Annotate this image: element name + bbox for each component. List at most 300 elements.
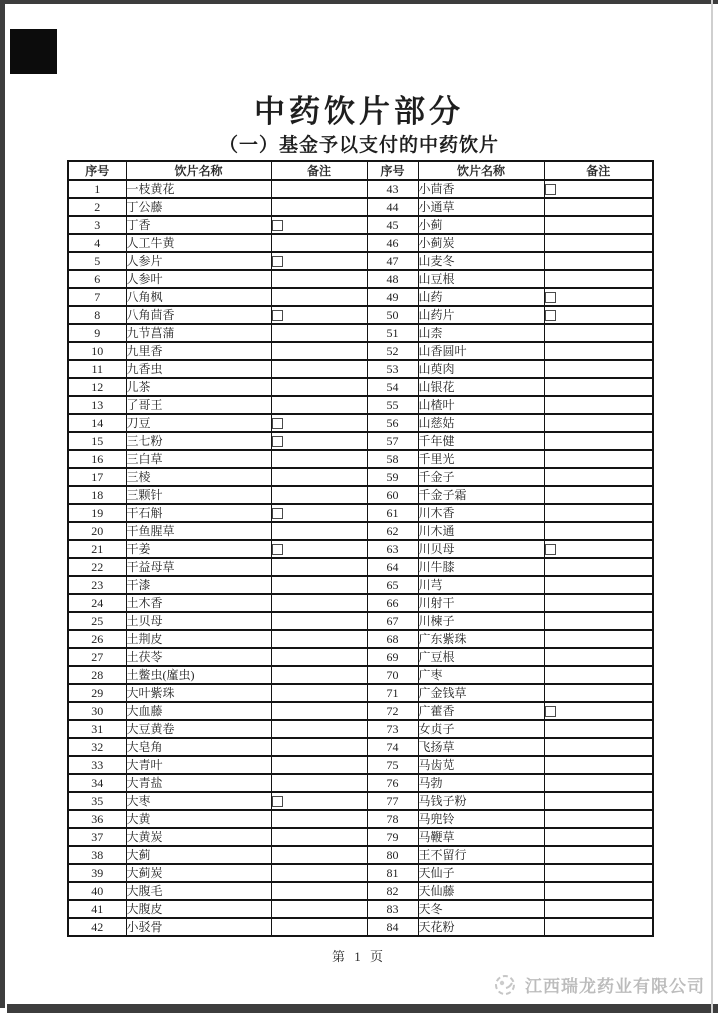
remark-cell — [271, 648, 367, 666]
remark-cell — [544, 594, 653, 612]
herb-name: 飞扬草 — [418, 738, 544, 756]
remark-checkbox-icon — [272, 796, 283, 807]
row-number: 42 — [68, 918, 126, 936]
remark-cell — [271, 576, 367, 594]
herb-name: 千金子 — [418, 468, 544, 486]
row-number: 19 — [68, 504, 126, 522]
herb-name: 了哥王 — [126, 396, 271, 414]
company-logo-icon — [492, 973, 518, 997]
page-number: 第 1 页 — [331, 949, 386, 964]
table-row — [68, 324, 653, 342]
table-row — [68, 486, 653, 504]
remark-checkbox-icon — [545, 544, 556, 555]
remark-cell — [271, 810, 367, 828]
remark-cell — [544, 450, 653, 468]
remark-cell — [271, 738, 367, 756]
herb-name: 大黄 — [126, 810, 271, 828]
remark-checkbox-icon — [545, 292, 556, 303]
herb-name: 山药 — [418, 288, 544, 306]
remark-checkbox-icon — [545, 184, 556, 195]
remark-cell — [544, 468, 653, 486]
table-row — [68, 252, 653, 270]
redaction-block — [10, 29, 57, 74]
table-row — [68, 450, 653, 468]
remark-cell — [271, 774, 367, 792]
table-row — [68, 792, 653, 810]
row-number: 36 — [68, 810, 126, 828]
row-number: 44 — [367, 198, 418, 216]
table-row — [68, 594, 653, 612]
herb-name: 干姜 — [126, 540, 271, 558]
remark-cell — [271, 504, 367, 522]
remark-cell — [271, 288, 367, 306]
remark-cell — [544, 234, 653, 252]
herb-name: 川射干 — [418, 594, 544, 612]
row-number: 6 — [68, 270, 126, 288]
herb-name: 土茯苓 — [126, 648, 271, 666]
page-subtitle: （一）基金予以支付的中药饮片 — [218, 135, 499, 156]
row-number: 35 — [68, 792, 126, 810]
remark-cell — [544, 882, 653, 900]
herb-name: 大青叶 — [126, 756, 271, 774]
row-number: 26 — [68, 630, 126, 648]
remark-checkbox-icon — [272, 220, 283, 231]
remark-cell — [271, 684, 367, 702]
remark-cell — [271, 198, 367, 216]
remark-cell — [544, 360, 653, 378]
row-number: 54 — [367, 378, 418, 396]
herb-name: 大蓟炭 — [126, 864, 271, 882]
row-number: 3 — [68, 216, 126, 234]
herb-name: 山药片 — [418, 306, 544, 324]
herb-name: 小通草 — [418, 198, 544, 216]
remark-cell — [544, 306, 653, 324]
herb-name: 广藿香 — [418, 702, 544, 720]
remark-checkbox-icon — [272, 544, 283, 555]
row-number: 63 — [367, 540, 418, 558]
row-number: 59 — [367, 468, 418, 486]
row-number: 9 — [68, 324, 126, 342]
herb-name: 天冬 — [418, 900, 544, 918]
row-number: 74 — [367, 738, 418, 756]
herb-name: 小驳骨 — [126, 918, 271, 936]
row-number: 30 — [68, 702, 126, 720]
table-row — [68, 378, 653, 396]
row-number: 34 — [68, 774, 126, 792]
remark-cell — [544, 828, 653, 846]
table-row — [68, 468, 653, 486]
table-row — [68, 576, 653, 594]
herb-name: 丁香 — [126, 216, 271, 234]
row-number: 11 — [68, 360, 126, 378]
row-number: 1 — [68, 180, 126, 198]
remark-checkbox-icon — [272, 418, 283, 429]
table-row — [68, 774, 653, 792]
table-row — [68, 396, 653, 414]
herb-name: 九香虫 — [126, 360, 271, 378]
herb-name: 大黄炭 — [126, 828, 271, 846]
row-number: 48 — [367, 270, 418, 288]
remark-cell — [544, 414, 653, 432]
table-row — [68, 198, 653, 216]
row-number: 33 — [68, 756, 126, 774]
herb-name: 山银花 — [418, 378, 544, 396]
row-number: 69 — [367, 648, 418, 666]
herb-name: 川牛膝 — [418, 558, 544, 576]
herb-name: 大血藤 — [126, 702, 271, 720]
remark-checkbox-icon — [545, 310, 556, 321]
row-number: 49 — [367, 288, 418, 306]
herb-name: 山豆根 — [418, 270, 544, 288]
herb-name: 天仙子 — [418, 864, 544, 882]
row-number: 79 — [367, 828, 418, 846]
row-number: 17 — [68, 468, 126, 486]
herb-name: 大枣 — [126, 792, 271, 810]
remark-checkbox-icon — [272, 310, 283, 321]
herb-name: 马钱子粉 — [418, 792, 544, 810]
remark-cell — [271, 882, 367, 900]
remark-cell — [271, 864, 367, 882]
herb-name: 川芎 — [418, 576, 544, 594]
row-number: 14 — [68, 414, 126, 432]
remark-cell — [544, 504, 653, 522]
row-number: 16 — [68, 450, 126, 468]
table-row — [68, 666, 653, 684]
herb-name: 小蓟炭 — [418, 234, 544, 252]
remark-cell — [271, 342, 367, 360]
herb-name: 广枣 — [418, 666, 544, 684]
remark-cell — [544, 684, 653, 702]
row-number: 13 — [68, 396, 126, 414]
scan-edge-bottom — [7, 1004, 718, 1013]
herb-name: 一枝黄花 — [126, 180, 271, 198]
table-row — [68, 702, 653, 720]
row-number: 5 — [68, 252, 126, 270]
remark-cell — [271, 396, 367, 414]
table-row — [68, 864, 653, 882]
remark-cell — [271, 666, 367, 684]
remark-checkbox-icon — [272, 436, 283, 447]
herb-name: 土鳖虫(廑虫) — [126, 666, 271, 684]
row-number: 18 — [68, 486, 126, 504]
remark-cell — [271, 846, 367, 864]
row-number: 67 — [367, 612, 418, 630]
remark-cell — [544, 522, 653, 540]
remark-cell — [544, 576, 653, 594]
remark-cell — [271, 702, 367, 720]
row-number: 64 — [367, 558, 418, 576]
herb-name: 王不留行 — [418, 846, 544, 864]
remark-cell — [271, 360, 367, 378]
header-remark-right: 备注 — [544, 161, 653, 180]
herb-name: 女贞子 — [418, 720, 544, 738]
company-watermark-text: 江西瑞龙药业有限公司 — [525, 977, 705, 996]
remark-cell — [271, 252, 367, 270]
remark-cell — [271, 486, 367, 504]
table-row — [68, 612, 653, 630]
herb-name: 山楂叶 — [418, 396, 544, 414]
remark-cell — [271, 792, 367, 810]
row-number: 76 — [367, 774, 418, 792]
row-number: 4 — [68, 234, 126, 252]
row-number: 29 — [68, 684, 126, 702]
row-number: 50 — [367, 306, 418, 324]
table-row — [68, 342, 653, 360]
herb-name: 川木香 — [418, 504, 544, 522]
remark-checkbox-icon — [545, 706, 556, 717]
herb-name: 山香圆叶 — [418, 342, 544, 360]
row-number: 41 — [68, 900, 126, 918]
remark-cell — [544, 666, 653, 684]
table-row — [68, 900, 653, 918]
page-title: 中药饮片部分 — [254, 94, 464, 129]
remark-cell — [544, 630, 653, 648]
herb-name: 八角枫 — [126, 288, 271, 306]
remark-cell — [544, 738, 653, 756]
row-number: 47 — [367, 252, 418, 270]
table-row — [68, 540, 653, 558]
herb-name: 广金钱草 — [418, 684, 544, 702]
row-number: 81 — [367, 864, 418, 882]
row-number: 61 — [367, 504, 418, 522]
table-row — [68, 648, 653, 666]
herb-name: 人参叶 — [126, 270, 271, 288]
row-number: 20 — [68, 522, 126, 540]
table-row — [68, 630, 653, 648]
remark-checkbox-icon — [272, 256, 283, 267]
remark-checkbox-icon — [272, 508, 283, 519]
row-number: 82 — [367, 882, 418, 900]
row-number: 56 — [367, 414, 418, 432]
row-number: 23 — [68, 576, 126, 594]
herb-name: 大蓟 — [126, 846, 271, 864]
remark-cell — [271, 306, 367, 324]
table-row — [68, 360, 653, 378]
remark-cell — [544, 180, 653, 198]
remark-cell — [271, 756, 367, 774]
row-number: 22 — [68, 558, 126, 576]
herb-name: 大叶紫珠 — [126, 684, 271, 702]
herb-name: 小茴香 — [418, 180, 544, 198]
row-number: 15 — [68, 432, 126, 450]
remark-cell — [271, 522, 367, 540]
herb-name: 小蓟 — [418, 216, 544, 234]
table-row — [68, 846, 653, 864]
herb-name: 三七粉 — [126, 432, 271, 450]
remark-cell — [544, 702, 653, 720]
herb-name: 千金子霜 — [418, 486, 544, 504]
herb-name: 干鱼腥草 — [126, 522, 271, 540]
remark-cell — [544, 864, 653, 882]
remark-cell — [271, 612, 367, 630]
row-number: 37 — [68, 828, 126, 846]
row-number: 68 — [367, 630, 418, 648]
remark-cell — [271, 558, 367, 576]
herb-name: 马鞭草 — [418, 828, 544, 846]
herb-name: 三白草 — [126, 450, 271, 468]
herb-name: 儿茶 — [126, 378, 271, 396]
herb-name: 人工牛黄 — [126, 234, 271, 252]
header-no-right: 序号 — [367, 161, 418, 180]
herb-name: 大皂角 — [126, 738, 271, 756]
herb-name: 川楝子 — [418, 612, 544, 630]
table-row — [68, 882, 653, 900]
remark-cell — [271, 918, 367, 936]
row-number: 78 — [367, 810, 418, 828]
herb-table — [67, 160, 654, 937]
herb-name: 川木通 — [418, 522, 544, 540]
remark-cell — [544, 540, 653, 558]
herb-name: 大腹毛 — [126, 882, 271, 900]
row-number: 21 — [68, 540, 126, 558]
remark-cell — [544, 324, 653, 342]
remark-cell — [271, 630, 367, 648]
herb-name: 山柰 — [418, 324, 544, 342]
table-row — [68, 306, 653, 324]
row-number: 10 — [68, 342, 126, 360]
herb-name: 九节菖蒲 — [126, 324, 271, 342]
row-number: 27 — [68, 648, 126, 666]
remark-cell — [544, 486, 653, 504]
table-row — [68, 810, 653, 828]
remark-cell — [544, 342, 653, 360]
row-number: 53 — [367, 360, 418, 378]
remark-cell — [544, 720, 653, 738]
row-number: 43 — [367, 180, 418, 198]
row-number: 24 — [68, 594, 126, 612]
remark-cell — [271, 216, 367, 234]
remark-cell — [271, 720, 367, 738]
row-number: 55 — [367, 396, 418, 414]
remark-cell — [544, 900, 653, 918]
table-header-row — [68, 161, 653, 180]
row-number: 40 — [68, 882, 126, 900]
table-row — [68, 180, 653, 198]
herb-name: 丁公藤 — [126, 198, 271, 216]
remark-cell — [271, 378, 367, 396]
row-number: 72 — [367, 702, 418, 720]
table-row — [68, 828, 653, 846]
row-number: 46 — [367, 234, 418, 252]
herb-name: 干益母草 — [126, 558, 271, 576]
remark-cell — [544, 774, 653, 792]
row-number: 57 — [367, 432, 418, 450]
row-number: 66 — [367, 594, 418, 612]
row-number: 73 — [367, 720, 418, 738]
row-number: 7 — [68, 288, 126, 306]
row-number: 28 — [68, 666, 126, 684]
remark-cell — [271, 450, 367, 468]
table-body — [68, 180, 653, 936]
herb-name: 天仙藤 — [418, 882, 544, 900]
remark-cell — [271, 180, 367, 198]
table-row — [68, 504, 653, 522]
row-number: 51 — [367, 324, 418, 342]
remark-cell — [271, 414, 367, 432]
remark-cell — [544, 558, 653, 576]
row-number: 60 — [367, 486, 418, 504]
herb-name: 土荆皮 — [126, 630, 271, 648]
scan-edge-top — [0, 0, 718, 4]
herb-name: 干石斛 — [126, 504, 271, 522]
row-number: 84 — [367, 918, 418, 936]
row-number: 39 — [68, 864, 126, 882]
row-number: 32 — [68, 738, 126, 756]
row-number: 80 — [367, 846, 418, 864]
remark-cell — [544, 198, 653, 216]
remark-cell — [271, 432, 367, 450]
row-number: 62 — [367, 522, 418, 540]
table-row — [68, 234, 653, 252]
herb-name: 土贝母 — [126, 612, 271, 630]
row-number: 25 — [68, 612, 126, 630]
table-row — [68, 432, 653, 450]
remark-cell — [271, 540, 367, 558]
herb-name: 八角茴香 — [126, 306, 271, 324]
herb-name: 天花粉 — [418, 918, 544, 936]
header-name-left: 饮片名称 — [126, 161, 271, 180]
herb-name: 千年健 — [418, 432, 544, 450]
remark-cell — [544, 216, 653, 234]
row-number: 31 — [68, 720, 126, 738]
remark-cell — [271, 594, 367, 612]
row-number: 77 — [367, 792, 418, 810]
table-row — [68, 216, 653, 234]
remark-cell — [544, 918, 653, 936]
company-watermark — [492, 972, 705, 997]
table-row — [68, 414, 653, 432]
remark-cell — [271, 900, 367, 918]
herb-name: 马兜铃 — [418, 810, 544, 828]
row-number: 8 — [68, 306, 126, 324]
herb-name: 山麦冬 — [418, 252, 544, 270]
herb-name: 山萸肉 — [418, 360, 544, 378]
header-remark-left: 备注 — [271, 161, 367, 180]
remark-cell — [544, 810, 653, 828]
row-number: 71 — [367, 684, 418, 702]
herb-name: 干漆 — [126, 576, 271, 594]
row-number: 70 — [367, 666, 418, 684]
header-no-left: 序号 — [68, 161, 126, 180]
table-row — [68, 270, 653, 288]
table-row — [68, 684, 653, 702]
herb-name: 马勃 — [418, 774, 544, 792]
row-number: 52 — [367, 342, 418, 360]
table-row — [68, 720, 653, 738]
remark-cell — [271, 468, 367, 486]
row-number: 2 — [68, 198, 126, 216]
herb-name: 马齿苋 — [418, 756, 544, 774]
herb-name: 刀豆 — [126, 414, 271, 432]
table-row — [68, 558, 653, 576]
remark-cell — [544, 648, 653, 666]
table-row — [68, 522, 653, 540]
herb-name: 广豆根 — [418, 648, 544, 666]
herb-name: 广东紫珠 — [418, 630, 544, 648]
herb-name: 人参片 — [126, 252, 271, 270]
herb-name: 大青盐 — [126, 774, 271, 792]
herb-name: 土木香 — [126, 594, 271, 612]
herb-name: 大腹皮 — [126, 900, 271, 918]
remark-cell — [271, 324, 367, 342]
remark-cell — [544, 756, 653, 774]
table-row — [68, 738, 653, 756]
row-number: 75 — [367, 756, 418, 774]
herb-name: 大豆黄卷 — [126, 720, 271, 738]
remark-cell — [544, 396, 653, 414]
remark-cell — [544, 792, 653, 810]
remark-cell — [271, 234, 367, 252]
